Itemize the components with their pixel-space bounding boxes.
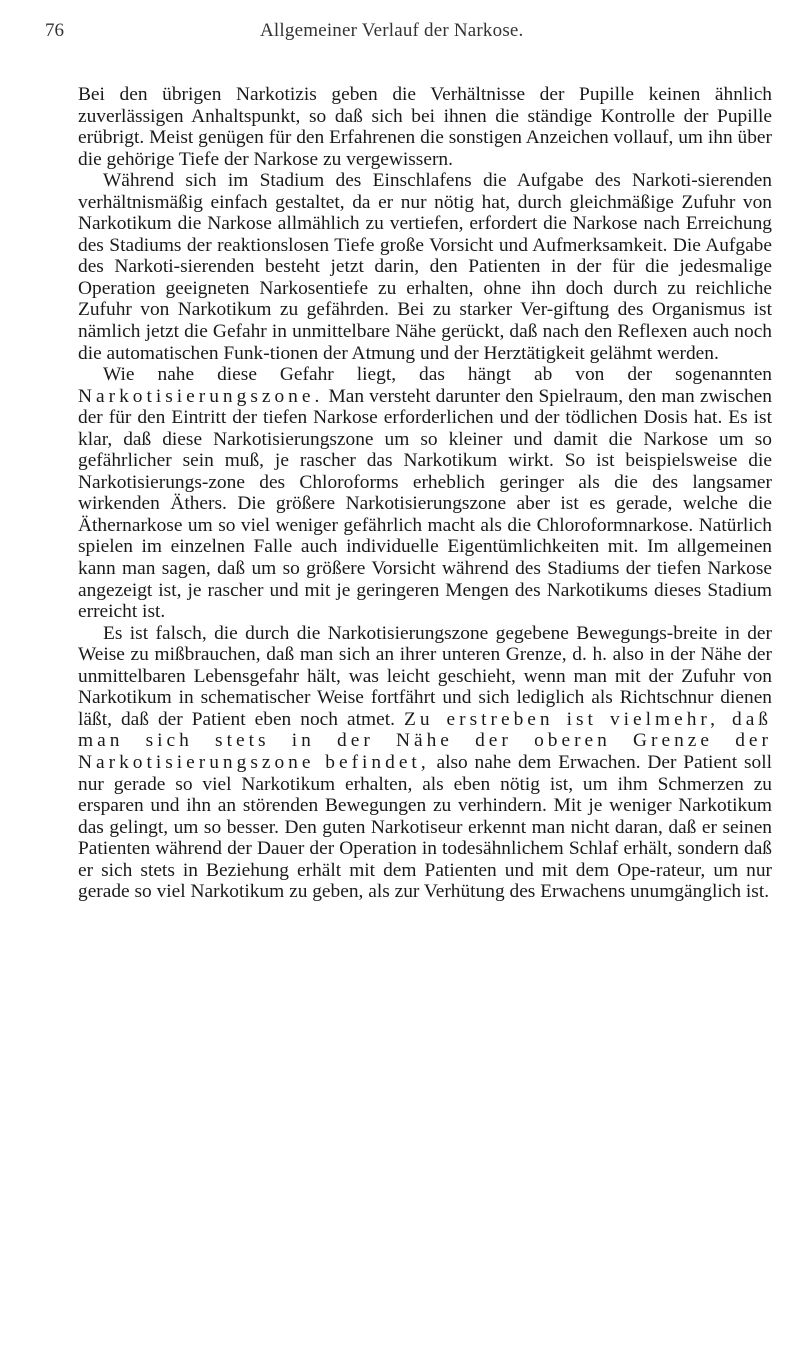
running-header-title: Allgemeiner Verlauf der Narkose. [260,20,524,41]
paragraph-pupil-control: Bei den übrigen Narkotizis geben die Verhältnisse der Pupille keinen ähnlich zuverlässigen Anhaltspunkt, so daß sich bei ihnen die ständige Kontrolle der Pupille erübrigt. Meist genügen für den Erfahrenen die sonstigen Anzeichen vollauf, um ihn über die gehörige Tiefe der Narkose zu vergewissern. [78,84,772,170]
paragraph-narcotization-zone [78,364,772,623]
running-header [45,20,745,50]
emphasized-statement: Zu erstreben ist vielmehr, daß man sich stets in der Nähe der oberen Grenze der Narkotisierungszone befindet, [78,708,772,773]
body-text [78,84,772,903]
emphasized-term: Narkotisierungszone. [78,385,324,407]
paragraph-text: Es ist falsch, die durch die Narkotisierungszone gegebene Bewegungs-breite in der Weise zu mißbrauchen, daß man sich an ihrer unteren Grenze, d. h. also in der Nähe der unmittelbaren Lebensgefahr hält, was leicht geschieht, wenn man mit der Zufuhr von Narkotikum in schematischer Weise fortfährt und sich lediglich als Richtschnur dienen läßt, daß der Patient eben noch atmet. [78,622,772,730]
paragraph-text: Wie nahe diese Gefahr liegt, das hängt ab von der sogenannten [103,364,772,386]
paragraph-upper-limit [78,623,772,903]
paragraph-deep-narcosis: Während sich im Stadium des Einschlafens die Aufgabe des Narkoti-sierenden verhältnismäßig einfach gestaltet, da er nur nötig hat, durch gleichmäßige Zufuhr von Narkotikum die Narkose allmählich zu vertiefen, erfordert die Narkose nach Erreichung des Stadiums der reaktionslosen Tiefe große Vorsicht und Aufmerksamkeit. Die Aufgabe des Narkoti-sierenden besteht jetzt darin, den Patienten in der für die jedesmalige Operation geeigneten Narkosentiefe zu erhalten, ohne ihn doch durch zu reichliche Zufuhr von Narkotikum zu gefährden. Bei zu starker Ver-giftung des Organismus ist nämlich jetzt die Gefahr in unmittelbare Nähe gerückt, daß nach den Reflexen auch noch die automatischen Funk-tionen der Atmung und der Herztätigkeit gelähmt werden. [78,170,772,364]
paragraph-text: Man versteht darunter den Spielraum, den man zwischen der für den Eintritt der tiefen Narkose erforderlichen und der tödlichen Dosis hat. Es ist klar, daß diese Narkotisierungszone um so kleiner und damit die Narkose um so gefährlicher sein muß, je rascher das Narkotikum wirkt. So ist beispielsweise die Narkotisierungs-zone des Chloroforms erheblich geringer als die des langsamer wirkenden Äthers. Die größere Narkotisierungszone aber ist es gerade, welche die Äthernarkose um so viel weniger gefährlich macht als die Chloroformnarkose. Natürlich spielen im einzelnen Falle auch individuelle Eigentümlichkeiten mit. Im allgemeinen kann man sagen, daß um so größere Vorsicht während des Stadiums der tiefen Narkose angezeigt ist, je rascher und mit je geringeren Mengen des Narkotikums dieses Stadium erreicht ist. [78,385,772,623]
paragraph-text: also nahe dem Erwachen. Der Patient soll nur gerade so viel Narkotikum erhalten, als eben nötig ist, um ihm Schmerzen zu ersparen und ihn an störenden Bewegungen zu verhindern. Mit je weniger Narkotikum das gelingt, um so besser. Den guten Narkotiseur erkennt man nicht daran, daß er seinen Patienten während der Dauer der Operation in todesähnlichem Schlaf erhält, sondern daß er sich stets in Beziehung erhält mit dem Patienten und mit dem Ope-rateur, um nur gerade so viel Narkotikum zu geben, als zur Verhütung des Erwachens unumgänglich ist. [78,751,772,903]
page-number: 76 [45,20,64,41]
